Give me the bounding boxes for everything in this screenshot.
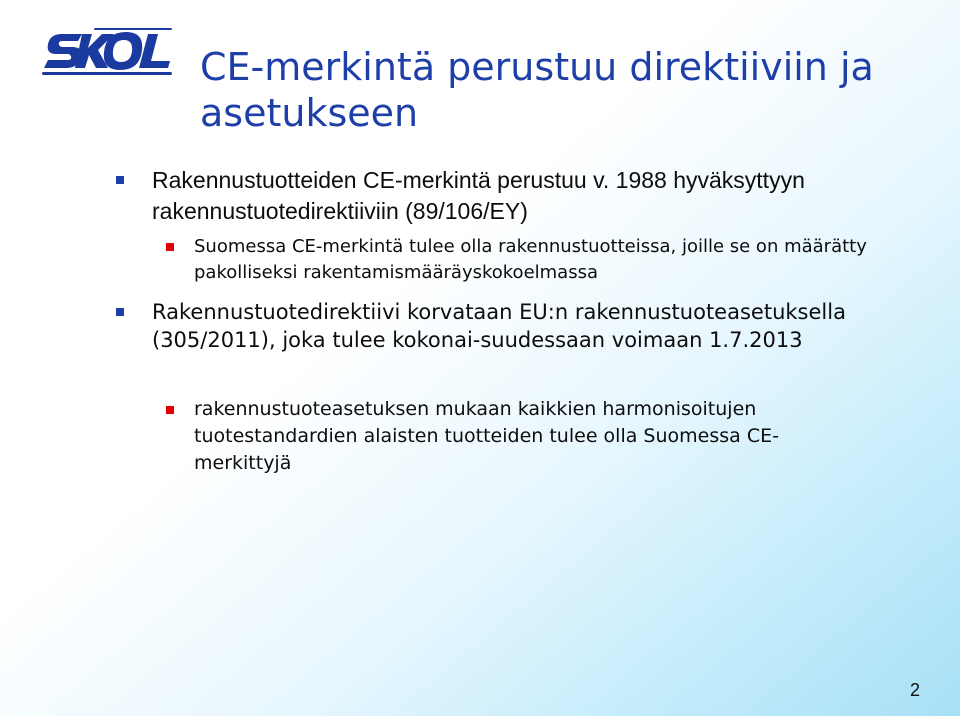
bullet-square-icon: [116, 308, 124, 316]
bullet-square-icon: [166, 406, 174, 414]
sub-bullet-1-1-text: Suomessa CE-merkintä tulee olla rakennustuotteissa, joille se on määrätty pakolliseksi rakentamismääräyskokoelmassa: [194, 236, 867, 283]
sub-bullet-1-1: [194, 234, 884, 286]
bullet-1: [152, 165, 912, 227]
logo-text: SKOL: [42, 26, 45, 27]
skol-logo: [42, 26, 180, 78]
sub-bullet-2-1-text: rakennustuoteasetuksen mukaan kaikkien harmonisoitujen tuotestandardien alaisten tuotteiden tulee olla Suomessa CE-merkittyjä: [194, 398, 779, 474]
sub-bullet-2-1: [194, 396, 854, 477]
slide-title: CE-merkintä perustuu direktiiviin ja asetukseen: [200, 45, 874, 135]
bullet-1-text: Rakennustuotteiden CE-merkintä perustuu v. 1988 hyväksyttyyn rakennustuotedirektiiviin (89/106/EY): [152, 167, 805, 224]
bullet-square-icon: [166, 243, 174, 251]
bullet-2: [152, 298, 852, 354]
bullet-square-icon: [116, 176, 124, 184]
page-number: 2: [909, 680, 920, 700]
bullet-2-text: Rakennustuotedirektiivi korvataan EU:n rakennustuoteasetuksella (305/2011), joka tulee kokonai-suudessaan voimaan 1.7.2013: [152, 300, 846, 352]
